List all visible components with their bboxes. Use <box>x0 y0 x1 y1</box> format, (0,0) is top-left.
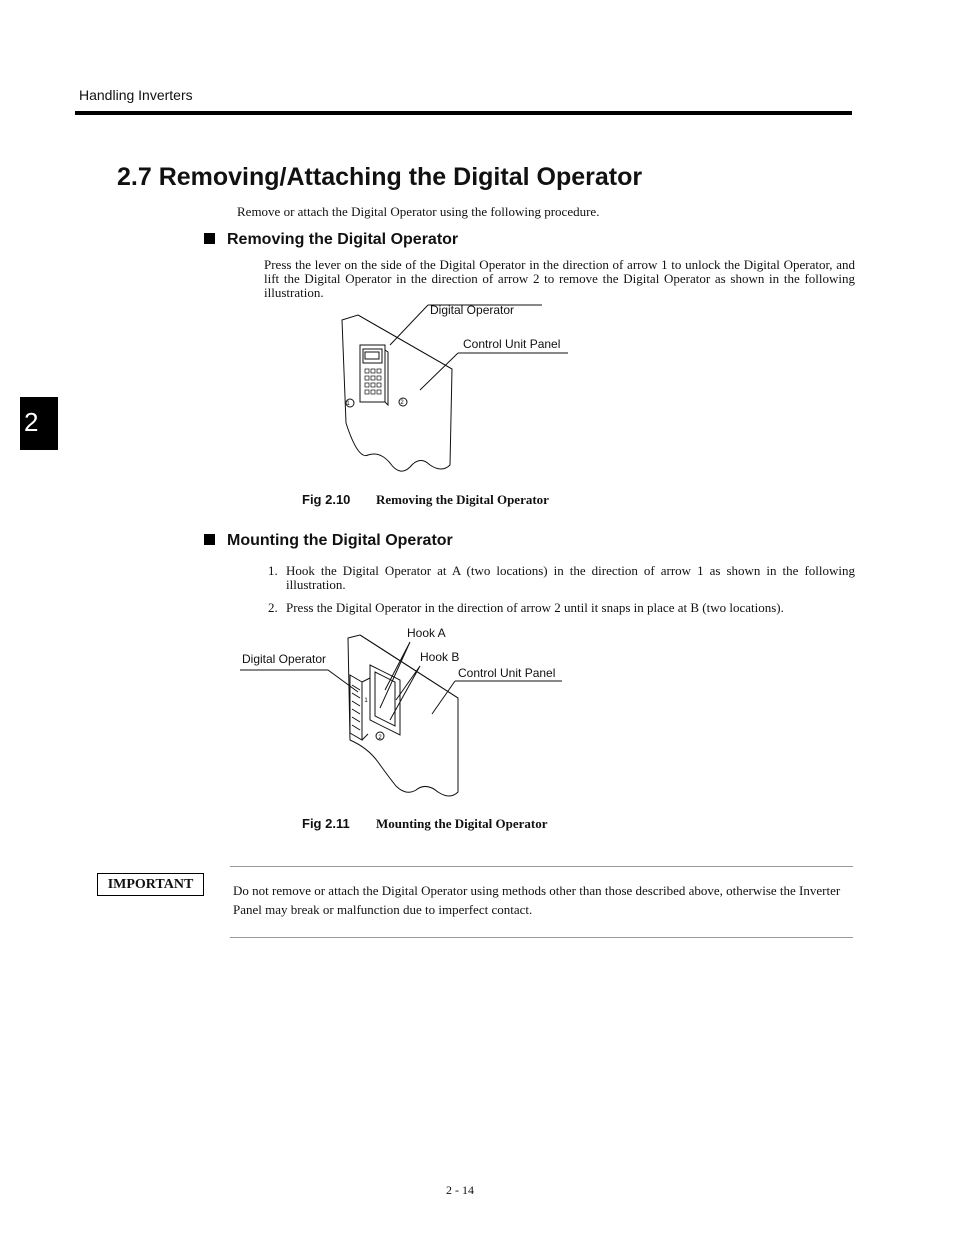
important-label: IMPORTANT <box>97 873 204 896</box>
mounting-steps <box>264 564 855 615</box>
mounting-heading <box>204 532 453 550</box>
callout-control-unit-panel: Control Unit Panel <box>463 337 561 351</box>
important-bottom-rule <box>230 937 853 938</box>
arrow-mark-2: 2 <box>400 400 404 406</box>
page-number: 2 - 14 <box>446 1183 474 1197</box>
list-item: 1. Hook the Digital Operator at A (two locations) in the direction of arrow 1 as shown in the following illustration. <box>268 563 855 592</box>
figure-2-10-label <box>302 492 549 508</box>
arrow-mark-1: 1 <box>364 698 368 704</box>
square-bullet-icon <box>204 534 215 545</box>
running-header: Handling Inverters <box>79 87 193 103</box>
callout-hook-b: Hook B <box>420 650 460 664</box>
removing-heading <box>204 231 458 249</box>
figure-number: Fig 2.11 <box>302 816 350 831</box>
mounting-heading-text: Mounting the Digital Operator <box>227 532 453 549</box>
header-rule <box>75 111 852 115</box>
callout-hook-a: Hook A <box>407 626 446 640</box>
square-bullet-icon <box>204 233 215 244</box>
chapter-tab: 2 <box>20 397 58 450</box>
arrow-mark-1: 1 <box>346 401 350 407</box>
callout-digital-operator: Digital Operator <box>242 652 327 666</box>
list-item: 2. Press the Digital Operator in the direction of arrow 2 until it snaps in place at B (two locations). <box>268 600 784 615</box>
figure-number: Fig 2.10 <box>302 492 351 507</box>
callout-digital-operator: Digital Operator <box>430 303 515 317</box>
removing-operator-illustration <box>330 305 580 480</box>
removing-body: Press the lever on the side of the Digital Operator in the direction of arrow 1 to unlock the Digital Operator, and lift the Digital Operator in the direction of arrow 2 to remove the Digital Operator as shown in the following illustration. <box>264 257 855 300</box>
figure-2-11-label <box>302 816 548 832</box>
section-title: 2.7 Removing/Attaching the Digital Operator <box>117 163 643 191</box>
figure-caption: Mounting the Digital Operator <box>376 816 548 831</box>
callout-control-unit-panel: Control Unit Panel <box>458 666 556 680</box>
important-text: Do not remove or attach the Digital Operator using methods other than those described above, otherwise the Inverter Panel may break or malfunction due to imperfect contact. <box>233 883 841 917</box>
arrow-mark-2: 2 <box>378 735 382 741</box>
important-top-rule <box>230 866 853 867</box>
removing-heading-text: Removing the Digital Operator <box>227 231 459 248</box>
figure-caption: Removing the Digital Operator <box>376 492 549 507</box>
section-intro: Remove or attach the Digital Operator using the following procedure. <box>237 204 600 219</box>
